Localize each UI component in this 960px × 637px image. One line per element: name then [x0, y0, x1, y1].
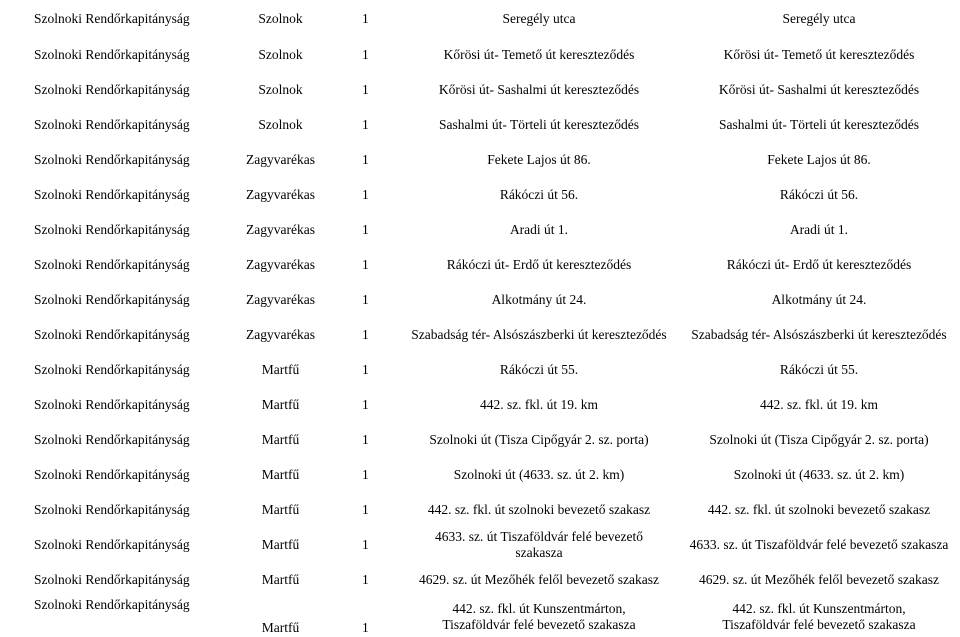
table-row: [0, 72, 960, 107]
location-cell: Sashalmi út- Törteli út kereszteződés: [439, 116, 639, 132]
city-cell: Martfű: [261, 396, 300, 412]
location-cell: 442. sz. fkl. út szolnoki bevezető szakasz: [427, 501, 651, 517]
org-cell: Szolnoki Rendőrkapitányság: [34, 501, 190, 517]
count-cell: 1: [362, 256, 369, 272]
location-duplicate-cell: 4629. sz. út Mezőhék felől bevezető szakasz: [699, 571, 939, 587]
city-cell: Zagyvarékas: [246, 151, 315, 167]
count-cell: 1: [362, 361, 369, 377]
count-cell: 1: [362, 431, 369, 447]
city-cell: Zagyvarékas: [246, 291, 315, 307]
location-duplicate-cell: 442. sz. fkl. út 19. km: [759, 396, 879, 412]
org-cell: Szolnoki Rendőrkapitányság: [34, 571, 190, 587]
location-duplicate-cell: Rákóczi út 56.: [779, 186, 859, 202]
org-cell: Szolnoki Rendőrkapitányság: [34, 186, 190, 202]
location-duplicate-cell: Szolnoki út (Tisza Cipőgyár 2. sz. porta): [709, 431, 929, 447]
location-cell: Kőrösi út- Sashalmi út kereszteződés: [438, 81, 640, 97]
count-cell: 1: [362, 291, 369, 307]
location-cell: Szabadság tér- Alsószászberki út kereszteződés: [411, 326, 667, 342]
location-cell: Szolnoki út (Tisza Cipőgyár 2. sz. porta): [429, 431, 649, 447]
location-duplicate-cell: 4633. sz. út Tiszaföldvár felé bevezető szakasza: [689, 536, 949, 552]
count-cell: 1: [362, 326, 369, 342]
org-cell: Szolnoki Rendőrkapitányság: [34, 221, 190, 237]
count-cell: 1: [362, 466, 369, 482]
table-row: [0, 177, 960, 212]
city-cell: Martfű: [261, 536, 300, 552]
city-cell: Martfű: [261, 361, 300, 377]
org-cell: Szolnoki Rendőrkapitányság: [34, 361, 190, 377]
count-cell: 1: [362, 116, 369, 132]
location-cell: 4633. sz. út Tiszaföldvár felé bevezető szakasza: [434, 528, 644, 560]
location-duplicate-cell: Sashalmi út- Törteli út kereszteződés: [719, 116, 919, 132]
table-row: [0, 492, 960, 527]
location-cell: Fekete Lajos út 86.: [487, 151, 591, 167]
table-row: [0, 212, 960, 247]
org-cell: Szolnoki Rendőrkapitányság: [34, 396, 190, 412]
location-duplicate-cell: Alkotmány út 24.: [771, 291, 867, 307]
city-cell: Martfű: [261, 466, 300, 482]
location-cell: Rákóczi út- Erdő út kereszteződés: [446, 256, 632, 272]
location-duplicate-cell: Kőrösi út- Temető út kereszteződés: [723, 46, 915, 62]
org-cell: Szolnoki Rendőrkapitányság: [34, 291, 190, 307]
table-row: [0, 107, 960, 142]
org-cell: Szolnoki Rendőrkapitányság: [34, 466, 190, 482]
city-cell: Martfű: [261, 431, 300, 447]
table-row: [0, 0, 960, 37]
city-cell: Zagyvarékas: [246, 326, 315, 342]
count-cell: 1: [362, 536, 369, 552]
org-cell: Szolnoki Rendőrkapitányság: [34, 326, 190, 342]
location-duplicate-cell: Szabadság tér- Alsószászberki út kereszteződés: [691, 326, 947, 342]
count-cell: 1: [362, 571, 369, 587]
city-cell: Martfű: [261, 620, 300, 635]
city-cell: Martfű: [261, 571, 300, 587]
org-cell: Szolnoki Rendőrkapitányság: [34, 10, 190, 26]
table-row: [0, 527, 960, 562]
count-cell: 1: [362, 81, 369, 97]
location-cell: Szolnoki út (4633. sz. út 2. km): [453, 466, 625, 482]
table-row: [0, 422, 960, 457]
count-cell: 1: [362, 151, 369, 167]
location-duplicate-cell: Kőrösi út- Sashalmi út kereszteződés: [718, 81, 920, 97]
location-cell: Aradi út 1.: [509, 221, 569, 237]
org-cell: Szolnoki Rendőrkapitányság: [34, 431, 190, 447]
table-row: [0, 247, 960, 282]
location-duplicate-cell: Szolnoki út (4633. sz. út 2. km): [733, 466, 905, 482]
location-duplicate-cell: 442. sz. fkl. út Kunszentmárton, Tiszaföldvár felé bevezető szakasza: [722, 601, 916, 632]
location-cell: Rákóczi út 56.: [499, 186, 579, 202]
city-cell: Szolnok: [258, 10, 303, 26]
location-duplicate-cell: Aradi út 1.: [789, 221, 849, 237]
count-cell: 1: [362, 46, 369, 62]
table-row: [0, 387, 960, 422]
count-cell: 1: [362, 620, 369, 635]
location-cell: Kőrösi út- Temető út kereszteződés: [443, 46, 635, 62]
city-cell: Szolnok: [258, 46, 303, 62]
location-cell: Rákóczi út 55.: [499, 361, 579, 377]
city-cell: Szolnok: [258, 116, 303, 132]
org-cell: Szolnoki Rendőrkapitányság: [34, 597, 190, 612]
count-cell: 1: [362, 10, 369, 26]
count-cell: 1: [362, 501, 369, 517]
city-cell: Martfű: [261, 501, 300, 517]
location-duplicate-cell: Fekete Lajos út 86.: [767, 151, 871, 167]
table-row: [0, 457, 960, 492]
count-cell: 1: [362, 186, 369, 202]
location-cell: 4629. sz. út Mezőhék felől bevezető szakasz: [419, 571, 659, 587]
table-row: [0, 597, 960, 637]
location-cell: 442. sz. fkl. út Kunszentmárton, Tiszaföldvár felé bevezető szakasza: [442, 601, 636, 632]
location-duplicate-cell: Rákóczi út- Erdő út kereszteződés: [726, 256, 912, 272]
count-cell: 1: [362, 221, 369, 237]
location-cell: Alkotmány út 24.: [491, 291, 587, 307]
location-duplicate-cell: Rákóczi út 55.: [779, 361, 859, 377]
org-cell: Szolnoki Rendőrkapitányság: [34, 151, 190, 167]
org-cell: Szolnoki Rendőrkapitányság: [34, 256, 190, 272]
org-cell: Szolnoki Rendőrkapitányság: [34, 81, 190, 97]
table-row: [0, 37, 960, 72]
location-cell: 442. sz. fkl. út 19. km: [479, 396, 599, 412]
city-cell: Szolnok: [258, 81, 303, 97]
location-duplicate-cell: Seregély utca: [782, 10, 856, 26]
count-cell: 1: [362, 396, 369, 412]
location-duplicate-cell: 442. sz. fkl. út szolnoki bevezető szakasz: [707, 501, 931, 517]
table-row: [0, 562, 960, 597]
org-cell: Szolnoki Rendőrkapitányság: [34, 116, 190, 132]
org-cell: Szolnoki Rendőrkapitányság: [34, 536, 190, 552]
location-cell: Seregély utca: [502, 10, 576, 26]
table-row: [0, 282, 960, 317]
org-cell: Szolnoki Rendőrkapitányság: [34, 46, 190, 62]
table-row: [0, 317, 960, 352]
city-cell: Zagyvarékas: [246, 186, 315, 202]
city-cell: Zagyvarékas: [246, 221, 315, 237]
table-row: [0, 142, 960, 177]
table-row: [0, 352, 960, 387]
city-cell: Zagyvarékas: [246, 256, 315, 272]
